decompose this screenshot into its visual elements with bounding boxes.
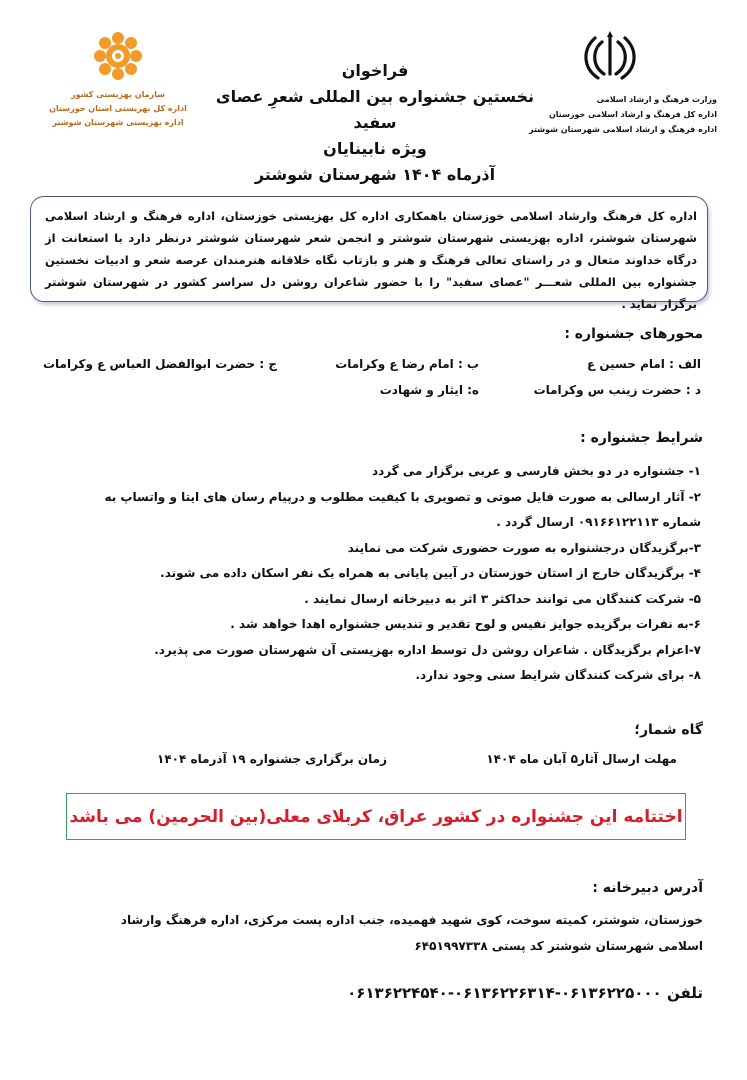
address-line-2: اسلامی شهرستان شوشتر کد پستی ۶۴۵۱۹۹۷۳۳۸ bbox=[414, 939, 703, 953]
axis-item-c: ج : حضرت ابوالفضل العباس ع وکرامات bbox=[42, 357, 277, 371]
axes-heading: محورهای جشنواره : bbox=[564, 326, 703, 342]
axis-item-a: الف : امام حسین ع bbox=[586, 357, 701, 371]
ministry-line-2: اداره کل فرهنگ و ارشاد اسلامی خوزستان bbox=[548, 110, 717, 119]
title-block bbox=[210, 58, 540, 188]
title-festival: نخستین جشنواره بین المللی شعرِ عصای سفید bbox=[215, 87, 535, 132]
closing-text: اختتامه این جشنواره در کشور عراق، کربلای معلی(بین الحرمین) می باشد bbox=[69, 806, 683, 827]
ministry-line-3: اداره فرهنگ و ارشاد اسلامی شهرستان شوشتر bbox=[529, 125, 717, 134]
closing-box bbox=[66, 793, 686, 840]
title-call: فراخوان bbox=[341, 61, 409, 80]
schedule-heading: گاه شمار؛ bbox=[634, 722, 703, 738]
schedule-deadline: مهلت ارسال آثار۵ آبان ماه ۱۴۰۴ bbox=[486, 752, 677, 766]
welfare-header bbox=[38, 30, 198, 130]
condition-item-5: ۵- شرکت کنندگان می توانند حداکثر ۳ اثر به دبیرخانه ارسال نمایند . bbox=[304, 591, 701, 606]
axis-item-d: د : حضرت زینب س وکرامات bbox=[533, 383, 701, 397]
ministry-line-1: وزارت فرهنگ و ارشاد اسلامی bbox=[596, 95, 717, 104]
condition-item-3: ۳-برگزیدگان درجشنواره به صورت حضوری شرکت می نمایند bbox=[347, 540, 701, 555]
condition-item-2-cont: شماره ۰۹۱۶۶۱۲۲۱۱۳ ارسال گردد . bbox=[496, 515, 701, 529]
conditions-heading: شرایط جشنواره : bbox=[580, 430, 703, 446]
conditions-list bbox=[41, 459, 701, 689]
welfare-line-3: اداره بهزیستی شهرستان شوشتر bbox=[52, 118, 184, 127]
welfare-flower-logo-icon bbox=[92, 30, 144, 82]
condition-item-4: ۴- برگزیدگان خارج از استان خوزستان در آیین پایانی به همراه یک نفر اسکان داده می شوند. bbox=[160, 566, 701, 580]
title-date-place: آذرماه ۱۴۰۴ شهرستان شوشتر bbox=[254, 165, 496, 184]
address-heading: آدرس دبیرخانه : bbox=[592, 880, 703, 896]
schedule-festival-time: زمان برگزاری جشنواره ۱۹ آذرماه ۱۴۰۴ bbox=[157, 752, 387, 766]
condition-item-7: ۷-اعزام برگزیدگان . شاعران روشن دل توسط اداره بهزیستی آن شهرستان صورت می پذیرد. bbox=[154, 642, 701, 657]
condition-item-8: ۸- برای شرکت کنندگان شرایط سنی وجود ندارد. bbox=[415, 668, 701, 682]
axis-item-b: ب : امام رضا ع وکرامات bbox=[335, 357, 479, 371]
address-line-1: خوزستان، شوشتر، کمیته سوخت، کوی شهید فهمیده، جنب اداره پست مرکزی، اداره فرهنگ وارشاد bbox=[120, 913, 703, 927]
condition-item-2: ۲- آثار ارسالی به صورت فایل صوتی و تصویری با کیفیت مطلوب و درپیام رسان های ایتا و واتساپ به bbox=[104, 489, 701, 504]
intro-text: اداره کل فرهنگ وارشاد اسلامی خوزستان باهمکاری اداره کل بهزیستی خوزستان، اداره فرهنگ و ارشاد اسلامی شهرستان شوشتر، اداره بهزیستی شهرستان شوشتر و انجمن شعر شهرستان شوشتر درنظر دارد با استعانت از درگاه خداوند متعال و در راستای تعالی فرهنگ و هنر و بازتاب نگاه خلاقانه هنرمندان عرصه شعر و ادبیات نخستین جشنواره بین المللی شعـــر "عصای سفید" را با حضور شاعران روشن دل سراسر کشور در شهرستان شوشتر برگزار نماید . bbox=[45, 209, 697, 311]
title-audience: ویژه نابینایان bbox=[323, 139, 427, 158]
welfare-line-2: اداره کل بهزیستی استان خوزستان bbox=[49, 104, 187, 113]
iran-emblem-icon bbox=[580, 28, 640, 84]
phone-numbers: تلفن ۰۶۱۳۶۲۲۵۰۰۰-۰۶۱۳۶۲۲۶۳۱۴-۰۶۱۳۶۲۲۴۵۴۰ bbox=[347, 984, 703, 1002]
condition-item-6: ۶-به نفرات برگزیده جوایز نفیس و لوح تقدیر و تندیس جشنواره اهدا خواهد شد . bbox=[230, 617, 701, 631]
intro-box bbox=[30, 196, 708, 311]
axis-item-e: ه: ایثار و شهادت bbox=[379, 383, 479, 397]
condition-item-1: ۱- جشنواره در دو بخش فارسی و عربی برگزار می گردد bbox=[371, 464, 701, 478]
welfare-line-1: سازمان بهزیستی کشور bbox=[70, 90, 165, 99]
